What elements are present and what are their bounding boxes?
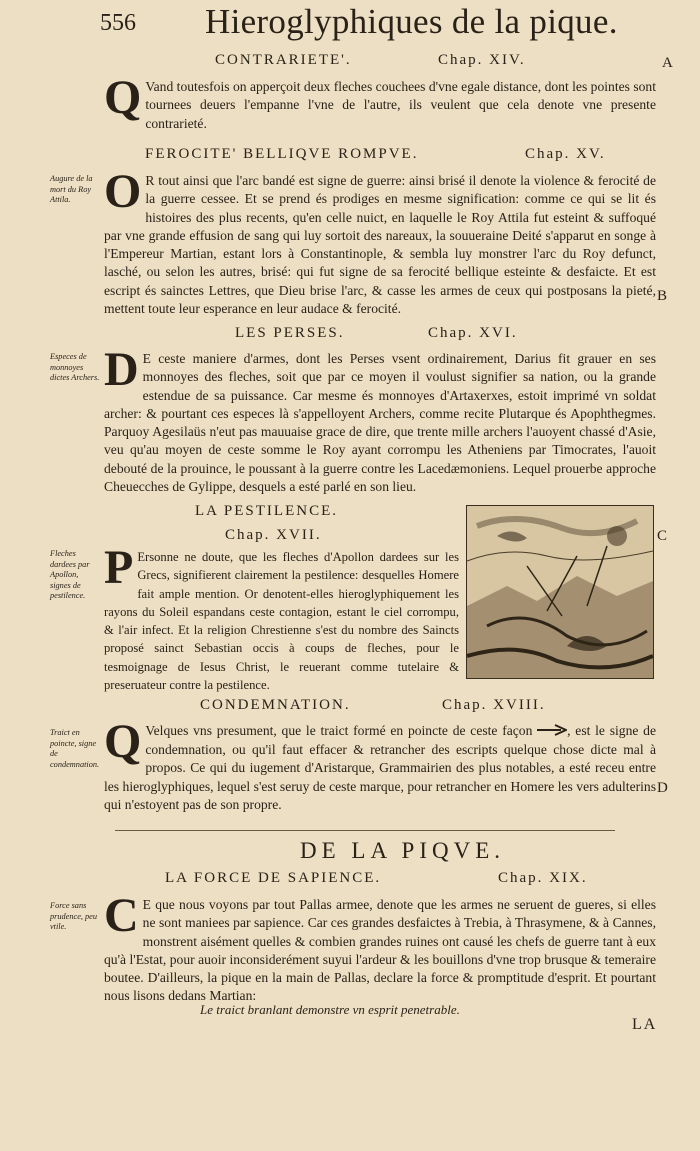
margin-note: Especes de monnoyes dictes Archers. xyxy=(50,352,100,382)
margin-note: Traict en poincte, signe de condemnation. xyxy=(50,728,100,769)
section-heading xyxy=(0,697,700,717)
margin-letter-a: A xyxy=(662,55,673,71)
margin-letter-d: D xyxy=(657,780,668,796)
section-title: LA FORCE DE SAPIENCE. xyxy=(165,870,382,886)
section-heading xyxy=(0,52,700,72)
drop-cap: Q xyxy=(104,71,142,124)
chapter-label: Chap. XV. xyxy=(525,146,606,162)
section-title: LES PERSES. xyxy=(235,325,345,341)
section-text xyxy=(104,715,656,812)
paragraph: Velques vns presument, que le traict formé en poincte de ceste façon xyxy=(145,723,533,738)
chapter-label: Chap. XIV. xyxy=(438,52,526,68)
woodcut-figure xyxy=(467,506,653,678)
margin-note: Augure de la mort du Roy Attila. xyxy=(50,174,93,204)
paragraph: E que nous voyons par tout Pallas armee, denote que les armes ne seruent de gueres, si elles ne sont maniees par sapience. Car ces grandes desfaictes à Trebia, à Thrasymene, & à Cannes, monstrent aisément quelles & combien grandes ruines ont causé les chefs de guerre tant à eux qu'à l'Estat, pour auoir inconsiderément suyui l'ardeur & les bouillons d'vne trop brusque & temeraire boutee. D'ailleurs, la pique en la main de Pallas, declare la force & promptitude d'esprit. Et pourtant nous lisons dedans Martian: xyxy=(104,897,656,1004)
margin-letter-b: B xyxy=(657,288,668,304)
chapter-label: Chap. XVII. xyxy=(225,527,322,543)
chapter-label: Chap. XVIII. xyxy=(442,697,546,713)
chapter-label: Chap. XIX. xyxy=(498,870,588,886)
section-text xyxy=(104,165,656,317)
page-number: 556 xyxy=(100,10,136,36)
drop-cap: D xyxy=(104,343,139,396)
drop-cap: P xyxy=(104,541,134,594)
section-title: FEROCITE' BELLIQVE ROMPVE. xyxy=(145,146,419,162)
arrow-icon xyxy=(537,723,567,741)
section-title: CONTRARIETE'. xyxy=(215,52,352,68)
section-title: LA PESTILENCE. xyxy=(195,503,338,519)
motto-line: Le traict branlant demonstre vn esprit penetrable. xyxy=(200,1002,460,1017)
margin-note: Force sans prudence, peu vtile. xyxy=(50,901,97,931)
section-text xyxy=(104,71,656,134)
chapter-label: Chap. XVI. xyxy=(428,325,518,341)
section-text xyxy=(104,343,656,495)
drop-cap: Q xyxy=(104,715,142,768)
catchword: LA xyxy=(632,1016,658,1033)
section-text xyxy=(104,541,459,693)
drop-cap: O xyxy=(104,165,142,218)
paragraph: R tout ainsi que l'arc bandé est signe de guerre: ainsi brisé il denote la violence & ferocité de la guerre cessee. Et se prend és prodiges en mesme signification: comme ce qui se lit és histoires des plus recents, qu'en celle nuict, en laquelle le Roy Attila fut esteint & suffoqué par vne grande effusion de sang qui luy sortoit des nareaux, la souueraine Deité s'apparut en songe à l'Empereur Martian, estant lors à Constantinople, & sembla luy monstrer l'arc du Roy defunct, lasché, ou selon les autres, brisé: qui fut signe de sa ferocité bellique esteinte & desfaicte. Et est escript és sainctes Lettres, que Dieu brise l'arc, & casse les armes de ceux qui postposans la pieté, mettent toute leur esperance en leur audace & ferocité. xyxy=(104,173,656,317)
margin-note: Fleches dardees par Apollon, signes de pestilence. xyxy=(50,549,90,600)
section-heading xyxy=(0,325,700,345)
drop-cap: C xyxy=(104,889,139,942)
woodcut-illustration xyxy=(466,505,654,679)
paragraph: Vand toutesfois on apperçoit deux fleches couchees d'vne egale distance, dont les pointes sont tournees deuers l'empanne l'vne de l'autre, ils veulent que cela denote vne presente contrarieté. xyxy=(145,79,656,131)
paragraph: E ceste maniere d'armes, dont les Perses vsent ordinairement, Darius fit grauer en ses monnoyes des fleches, soit que par ce moyen il voulust signifier sa nation, ou la grande estendue de sa puissance. Car mesme és monnoyes d'Artaxerxes, estoit imprimé vn soldat archer: & pourtant ces especes là s'appelloyent Archers, comme recite Plutarque és Apophthegmes. Parquoy Agesilaüs n'eut pas mauuaise grace de dire, que trente mille archers l'auoyent chassé d'Asie, veu qu'au moyen de ceste somme le Roy ayant corrompu les Atheniens par Timocrates, l'auoit debouté de la prouince, le poussant à la guerre contre les Lacedæmoniens. Lequel prouerbe approche Cheuecches de Gylippe, desquels a esté parlé en son lieu. xyxy=(104,351,656,495)
paragraph: Ersonne ne doute, que les fleches d'Apollon dardees sur les Grecs, signifierent clairement la pestilence: desquelles Homere fait ample mention. Or denotent-elles hieroglyphiquement les rayons du Soleil espandans ceste contagion, estant le ciel corrompu, & l'air infect. Et la religion Chrestienne s'est du nombre des Saincts proposé sainct Sebastian occis à coups de fleches, pour le tesmoignage de Iesus Christ, le reuerant comme tutelaire & preseruateur contre la pestilence. xyxy=(104,550,459,693)
paragraph-continued: , est le signe de condemnation, ou qu'il faut effacer & retrancher des escripts quelque chose dicte mal à propos. Ce qui du iugement d'Aristarque, Grammairien des plus notables, a esté receu entre les hieroglyphiques, lequel s'est seruy de ceste marque, pour retrancher en Homere les vers adulterins qui n'estoyent pas de son propre. xyxy=(104,723,656,812)
page-header xyxy=(0,2,700,42)
margin-letter-c: C xyxy=(657,528,668,544)
section-heading xyxy=(0,146,700,166)
section-title: CONDEMNATION. xyxy=(200,697,351,713)
part-title: DE LA PIQVE. xyxy=(300,838,506,863)
running-title: Hieroglyphiques de la pique. xyxy=(205,2,618,41)
section-text xyxy=(104,889,656,1004)
divider-rule xyxy=(115,830,615,831)
section-heading xyxy=(0,870,700,890)
